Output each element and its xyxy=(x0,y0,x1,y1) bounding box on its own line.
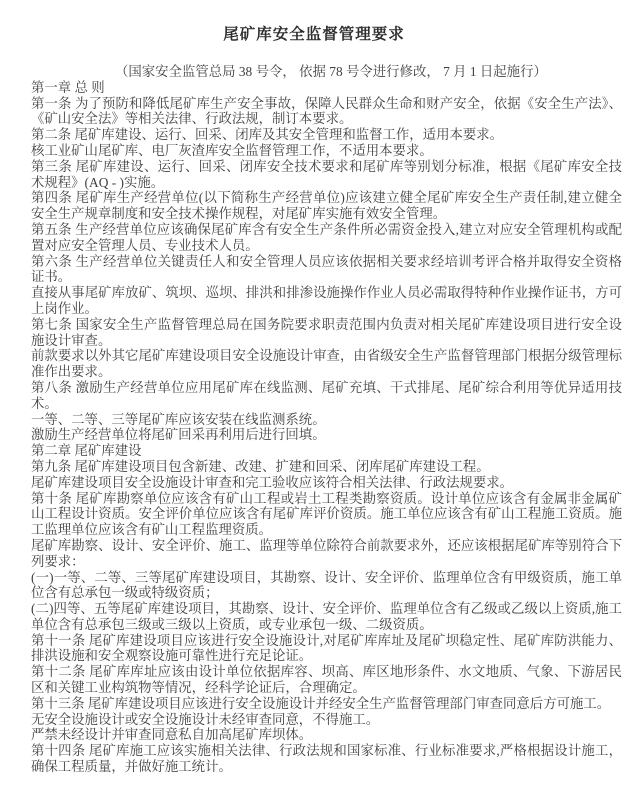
paragraph: 一等、二等、三等尾矿库应该安装在线监测系统。 xyxy=(31,411,326,427)
paragraph: 第十二条 尾矿库库址应该由设计单位依据库容、坝高、库区地形条件、水文地质、气象、下游居民区和关键工业构筑物等情况，经科学论证后，合理确定。 xyxy=(31,664,622,696)
paragraph: (二)四等、五等尾矿库建设项目，其勘察、设计、安全评价、监理单位含有乙级或乙级以上资质,施工单位含有总承包三级或三级以上资质，或专业承包一级、二级资质。 xyxy=(31,601,622,632)
paragraph: 第六条 生产经营单位关键责任人和安全管理人员应该依据相关要求经培训考评合格并取得安全资格证书。 xyxy=(31,253,622,285)
paragraph: 第二条 尾矿库建设、运行、回采、闭库及其安全管理和监督工作，适用本要求。 xyxy=(31,127,504,143)
paragraph: 第十条 尾矿库勘察单位应该含有矿山工程或岩土工程类勘察资质。设计单位应该含有金属非金属矿山工程设计资质。安全评价单位应该含有尾矿库评价资质。施工单位应该含有矿山工程施工资质。施工监理单位应该含有矿山工程监理资质。 xyxy=(31,490,622,538)
document-subtitle: （国家安全监管总局 38 号令， 依据 78 号令进行修改， 7 月 1 日起施行） xyxy=(115,64,547,79)
paragraph-list xyxy=(31,80,622,775)
paragraph: 核工业矿山尾矿库、电厂灰渣库安全监督管理工作，不适用本要求。 xyxy=(31,142,433,158)
paragraph: 第十三条 尾矿库建设项目应该进行安全设施设计并经安全生产监督管理部门审查同意后方可施工。 xyxy=(31,695,611,711)
document-title: 尾矿库安全监督管理要求 xyxy=(223,26,405,43)
paragraph: 第十一条 尾矿库建设项目应该进行安全设施设计,对尾矿库库址及尾矿坝稳定性、尾矿库防洪能力、排洪设施和安全观察设施可靠性进行充足论证。 xyxy=(31,632,622,664)
paragraph: 第十四条 尾矿库施工应该实施相关法律、行政法规和国家标准、行业标准要求,严格根据设计施工，确保工程质量，并做好施工统计。 xyxy=(31,743,622,775)
paragraph: 第三条 尾矿库建设、运行、回采、闭库安全技术要求和尾矿库等别划分标准，根据《尾矿库安全技术规程》(AQ - )实施。 xyxy=(31,158,622,190)
paragraph: 直接从事尾矿库放矿、筑坝、巡坝、排洪和排渗设施操作作业人员必需取得特种作业操作证书，方可上岗作业。 xyxy=(31,285,622,316)
paragraph: 严禁未经设计并审查同意私自加高尾矿库坝体。 xyxy=(31,727,313,743)
document-body xyxy=(31,64,622,775)
paragraph: 尾矿库建设项目安全设施设计审查和完工验收应该符合相关法律、行政法规要求。 xyxy=(31,474,514,490)
paragraph: 第九条 尾矿库建设项目包含新建、改建、扩建和回采、闭库尾矿库建设工程。 xyxy=(31,458,490,474)
paragraph: 第八条 激励生产经营单位应用尾矿库在线监测、尾矿充填、干式排尾、尾矿综合利用等优异适用技术。 xyxy=(31,379,622,411)
paragraph: 无安全设施设计或安全设施设计未经审查同意，不得施工。 xyxy=(31,711,380,727)
paragraph: 尾矿库勘察、设计、安全评价、施工、监理等单位除符合前款要求外，还应该根据尾矿库等别符合下列要求： xyxy=(31,537,622,569)
paragraph: 第五条 生产经营单位应该确保尾矿库含有安全生产条件所必需资金投入,建立对应安全管理机构或配置对应安全管理人员、专业技术人员。 xyxy=(31,221,622,253)
paragraph: 第一章 总 则 xyxy=(31,79,105,95)
paragraph: 第一条 为了预防和降低尾矿库生产安全事故，保障人民群众生命和财产安全，依据《安全生产法》、《矿山安全法》等相关法律、行政法规，制订本要求。 xyxy=(31,95,622,127)
paragraph: 第二章 尾矿库建设 xyxy=(31,443,142,459)
paragraph: 第七条 国家安全生产监督管理总局在国务院要求职责范围内负责对相关尾矿库建设项目进行安全设施设计审查。 xyxy=(31,316,622,348)
paragraph: 第四条 尾矿库生产经营单位(以下简称生产经营单位)应该建立健全尾矿库安全生产责任制,建立健全安全生产规章制度和安全技术操作规程，对尾矿库实施有效安全管理。 xyxy=(31,190,622,222)
paragraph: 前款要求以外其它尾矿库建设项目安全设施设计审查，由省级安全生产监督管理部门根据分级管理标准作出要求。 xyxy=(31,348,622,380)
paragraph: (一)一等、二等、三等尾矿库建设项目，其勘察、设计、安全评价、监理单位含有甲级资质，施工单位含有总承包一级或特级资质； xyxy=(31,569,622,601)
paragraph: 激励生产经营单位将尾矿回采再利用后进行回填。 xyxy=(31,427,326,443)
